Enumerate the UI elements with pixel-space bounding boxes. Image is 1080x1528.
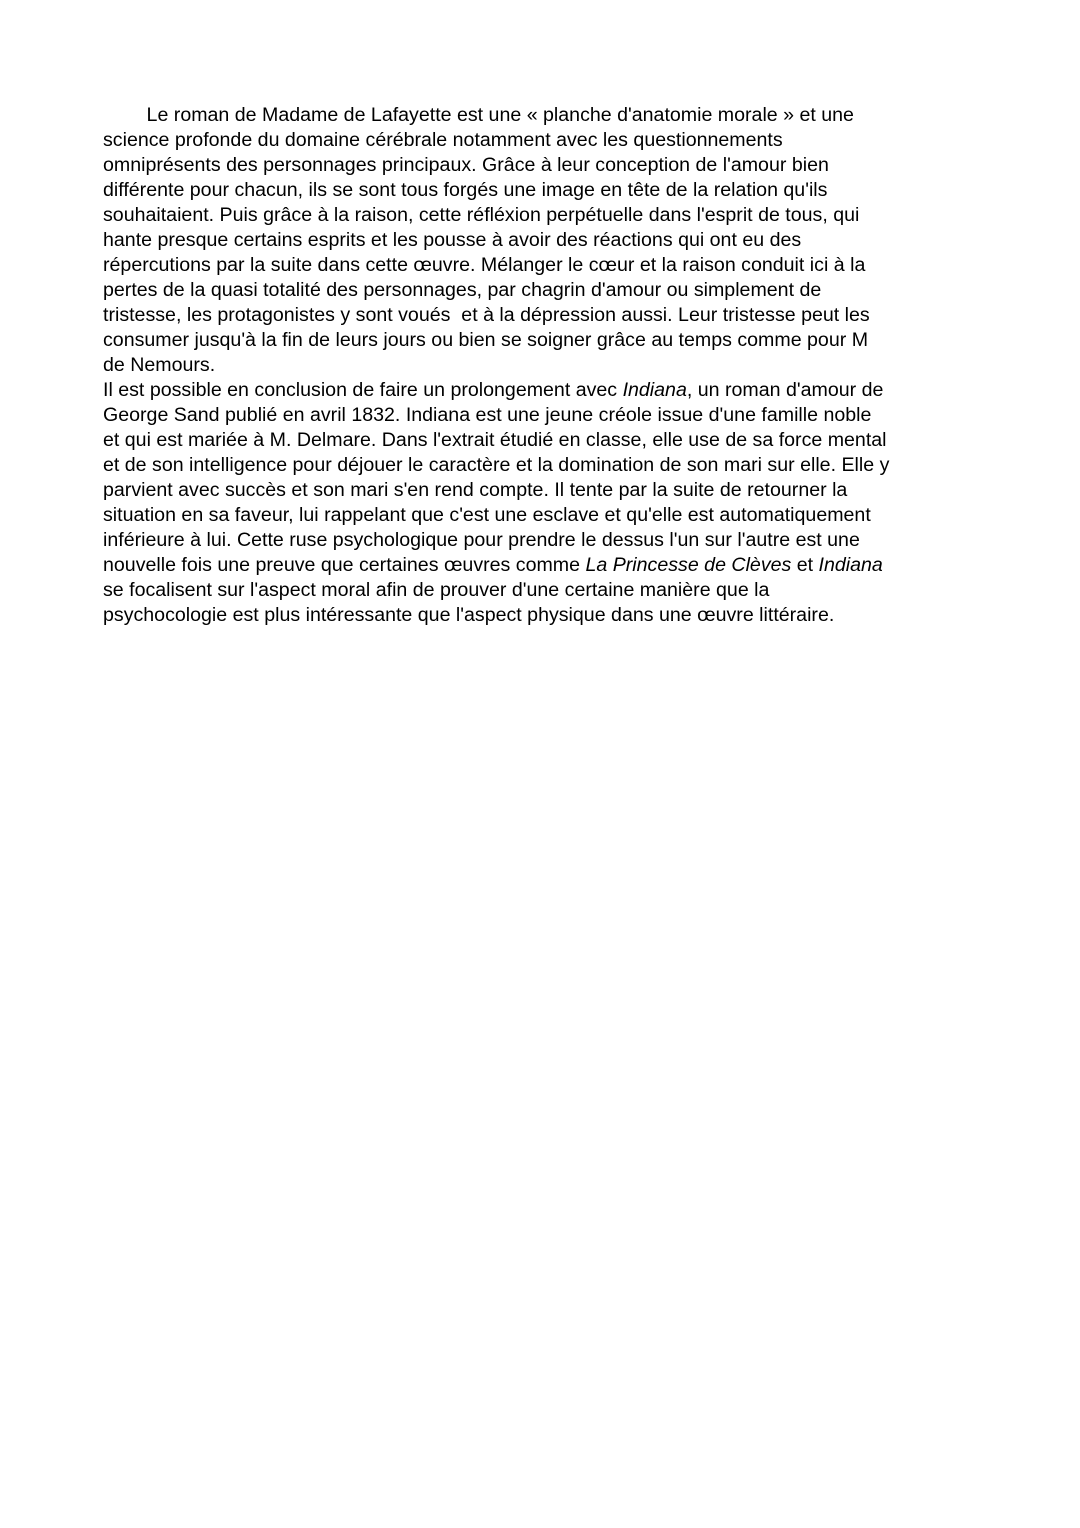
text-line: consumer jusqu'à la fin de leurs jours ou bien se soigner grâce au temps comme pour M	[103, 329, 869, 351]
text-line: répercutions par la suite dans cette œuvre. Mélanger le cœur et la raison conduit ici à la	[103, 254, 866, 276]
text-line: omniprésents des personnages principaux. Grâce à leur conception de l'amour bien	[103, 154, 829, 176]
text-line: situation en sa faveur, lui rappelant que c'est une esclave et qu'elle est automatiquement	[103, 504, 871, 526]
text-line: Le roman de Madame de Lafayette est une « planche d'anatomie morale » et une	[103, 104, 854, 126]
text-line: psychocologie est plus intéressante que l'aspect physique dans une œuvre littéraire.	[103, 604, 835, 626]
text-line: et de son intelligence pour déjouer le caractère et la domination de son mari sur elle. Elle y	[103, 454, 890, 476]
text-line	[103, 553, 983, 578]
text-line: science profonde du domaine cérébrale notamment avec les questionnements	[103, 129, 783, 151]
text-segment: , un roman d'amour de	[686, 379, 884, 401]
paragraph-1	[103, 103, 983, 378]
book-title-indiana: Indiana	[818, 554, 883, 576]
text-line: souhaitaient. Puis grâce à la raison, cette réfléxion perpétuelle dans l'esprit de tous, qui	[103, 204, 860, 226]
text-line: George Sand publié en avril 1832. Indiana est une jeune créole issue d'une famille noble	[103, 404, 872, 426]
text-segment: nouvelle fois une preuve que certaines œuvres comme	[103, 554, 586, 576]
text-line: et qui est mariée à M. Delmare. Dans l'extrait étudié en classe, elle use de sa force mental	[103, 429, 887, 451]
text-line: inférieure à lui. Cette ruse psychologique pour prendre le dessus l'un sur l'autre est une	[103, 529, 860, 551]
text-line: de Nemours.	[103, 354, 216, 376]
text-line: se focalisent sur l'aspect moral afin de prouver d'une certaine manière que la	[103, 579, 770, 601]
text-line: différente pour chacun, ils se sont tous forgés une image en tête de la relation qu'ils	[103, 179, 828, 201]
text-segment: Il est possible en conclusion de faire un prolongement avec	[103, 379, 623, 401]
paragraph-2	[103, 378, 983, 628]
book-title-princesse-de-cleves: La Princesse de Clèves	[585, 554, 792, 576]
text-segment: et	[791, 554, 819, 576]
book-title-indiana: Indiana	[622, 379, 687, 401]
text-line: tristesse, les protagonistes y sont voués et à la dépression aussi. Leur tristesse peut les	[103, 304, 870, 326]
document-text	[103, 103, 983, 628]
text-line: pertes de la quasi totalité des personnages, par chagrin d'amour ou simplement de	[103, 279, 822, 301]
text-line: hante presque certains esprits et les pousse à avoir des réactions qui ont eu des	[103, 229, 802, 251]
text-line	[103, 378, 983, 403]
text-line: parvient avec succès et son mari s'en rend compte. Il tente par la suite de retourner la	[103, 479, 848, 501]
